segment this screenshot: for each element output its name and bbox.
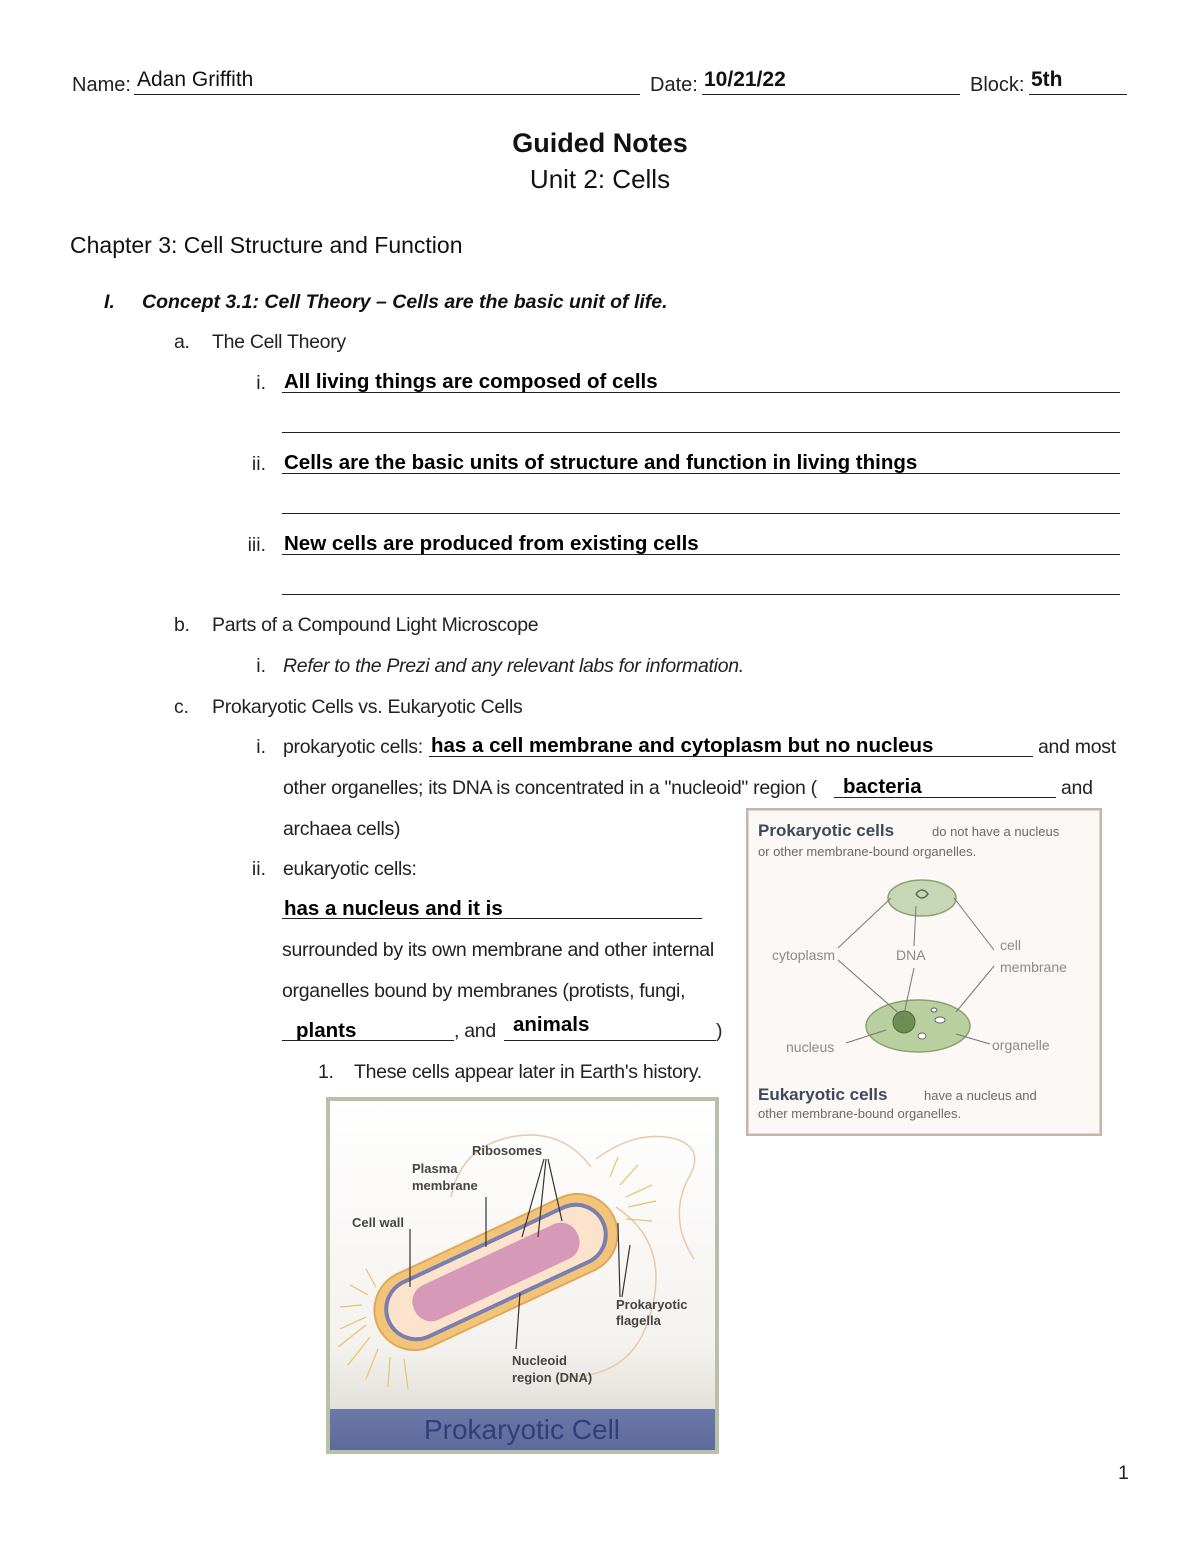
answer-line [282, 918, 702, 919]
eukaryotic-answer-animals: animals [513, 1013, 590, 1036]
prokaryotic-eukaryotic-figure [746, 808, 1102, 1136]
label-dna: DNA [896, 947, 926, 963]
item-c-letter: c. [174, 696, 189, 718]
prokaryotic-line3: archaea cells) [283, 818, 401, 840]
block-underline [1029, 94, 1127, 95]
answer-line [282, 554, 1120, 555]
label-cytoplasm: cytoplasm [772, 947, 836, 963]
section-heading: Concept 3.1: Cell Theory – Cells are the basic unit of life. [142, 291, 668, 313]
name-value: Adan Griffith [137, 68, 254, 91]
prokaryotic-cell-figure [326, 1097, 719, 1454]
label-prokaryotic: Prokaryotic [616, 1297, 688, 1312]
figure-caption: Prokaryotic Cell [423, 1414, 621, 1445]
block-label: Block: [970, 74, 1025, 96]
nucleus-shape [893, 1011, 915, 1033]
page-subtitle: Unit 2: Cells [529, 164, 671, 194]
item-b-letter: b. [174, 614, 190, 636]
date-underline [702, 94, 960, 95]
answer-line [282, 473, 1120, 474]
cell-theory-answer-1: All living things are composed of cells [284, 370, 658, 393]
label-plasma-membrane: membrane [412, 1178, 478, 1193]
answer-line [282, 513, 1120, 514]
label-flagella: flagella [616, 1313, 661, 1328]
fig-eu-desc1: have a nucleus and [924, 1088, 1037, 1103]
answer-line [429, 756, 1033, 757]
item-a-letter: a. [174, 331, 190, 353]
eukaryotic-answer: has a nucleus and it is [284, 897, 503, 920]
label-region-dna: region (DNA) [512, 1370, 593, 1385]
item-b-num: i. [256, 655, 266, 677]
prokaryotic-num: i. [256, 736, 266, 758]
organelle-shape [935, 1017, 945, 1023]
figure-svg [746, 808, 1102, 1136]
item-a-text: The Cell Theory [212, 331, 346, 353]
eukaryotic-answer-plants: plants [296, 1019, 357, 1042]
page-title: Guided Notes [512, 128, 688, 158]
page-number: 1 [1118, 1462, 1129, 1484]
cell-theory-num-3: iii. [247, 534, 266, 556]
eukaryotic-cell-shape [866, 1000, 970, 1052]
chapter-heading: Chapter 3: Cell Structure and Function [70, 232, 463, 258]
answer-line [504, 1040, 716, 1041]
prokaryotic-and: and [1061, 777, 1093, 799]
prokaryotic-label: prokaryotic cells: [283, 736, 423, 758]
fig-pro-title: Prokaryotic cells [758, 821, 895, 840]
prokaryotic-answer-bacteria: bacteria [843, 775, 922, 798]
fig-pro-desc2: or other membrane-bound organelles. [758, 844, 977, 859]
fig-eu-desc2: other membrane-bound organelles. [758, 1106, 962, 1121]
label-plasma: Plasma [412, 1161, 458, 1176]
name-underline [134, 94, 640, 95]
eukaryotic-line2: surrounded by its own membrane and other internal [282, 939, 714, 961]
item-b-text: Parts of a Compound Light Microscope [212, 614, 539, 636]
prokaryotic-answer: has a cell membrane and cytoplasm but no nucleus [431, 734, 934, 757]
date-value: 10/21/22 [704, 68, 786, 91]
item-c-text: Prokaryotic Cells vs. Eukaryotic Cells [212, 696, 523, 718]
label-organelle: organelle [992, 1037, 1050, 1053]
label-membrane: membrane [1000, 959, 1067, 975]
label-cell-wall: Cell wall [352, 1215, 405, 1230]
sub-item-text: These cells appear later in Earth's history. [354, 1061, 702, 1083]
block-value: 5th [1031, 68, 1063, 91]
answer-line [282, 594, 1120, 595]
fig-eu-title: Eukaryotic cells [758, 1085, 888, 1104]
eukaryotic-line3: organelles bound by membranes (protists, fungi, [282, 980, 686, 1002]
cell-theory-num-2: ii. [251, 453, 266, 475]
organelle-shape [931, 1008, 937, 1012]
prokaryotic-after: and most [1038, 736, 1116, 758]
item-b-note: Refer to the Prezi and any relevant labs for information. [283, 655, 744, 677]
date-label: Date: [650, 74, 698, 96]
label-ribosomes: Ribosomes [472, 1143, 543, 1158]
section-number: I. [104, 291, 115, 313]
cell-theory-answer-3: New cells are produced from existing cells [284, 532, 699, 555]
label-nucleoid: Nucleoid [512, 1353, 567, 1368]
prokaryotic-cell-svg [326, 1097, 719, 1454]
eukaryotic-close: ) [716, 1020, 723, 1042]
eukaryotic-num: ii. [251, 858, 266, 880]
cell-theory-num-1: i. [256, 372, 266, 394]
eukaryotic-label: eukaryotic cells: [283, 858, 417, 880]
name-label: Name: [72, 74, 131, 96]
organelle-shape [918, 1033, 926, 1039]
eukaryotic-comma-and: , and [454, 1020, 496, 1042]
sub-item-num: 1. [318, 1061, 334, 1083]
label-cell: cell [1000, 937, 1022, 953]
fig-pro-desc1: do not have a nucleus [932, 824, 1060, 839]
cell-theory-answer-2: Cells are the basic units of structure and function in living things [284, 451, 918, 474]
answer-line [282, 1040, 454, 1041]
answer-line [834, 797, 1056, 798]
label-nucleus: nucleus [786, 1039, 835, 1055]
prokaryotic-line2: other organelles; its DNA is concentrated in a "nucleoid" region ( [283, 777, 817, 799]
answer-line [282, 392, 1120, 393]
answer-line [282, 432, 1120, 433]
